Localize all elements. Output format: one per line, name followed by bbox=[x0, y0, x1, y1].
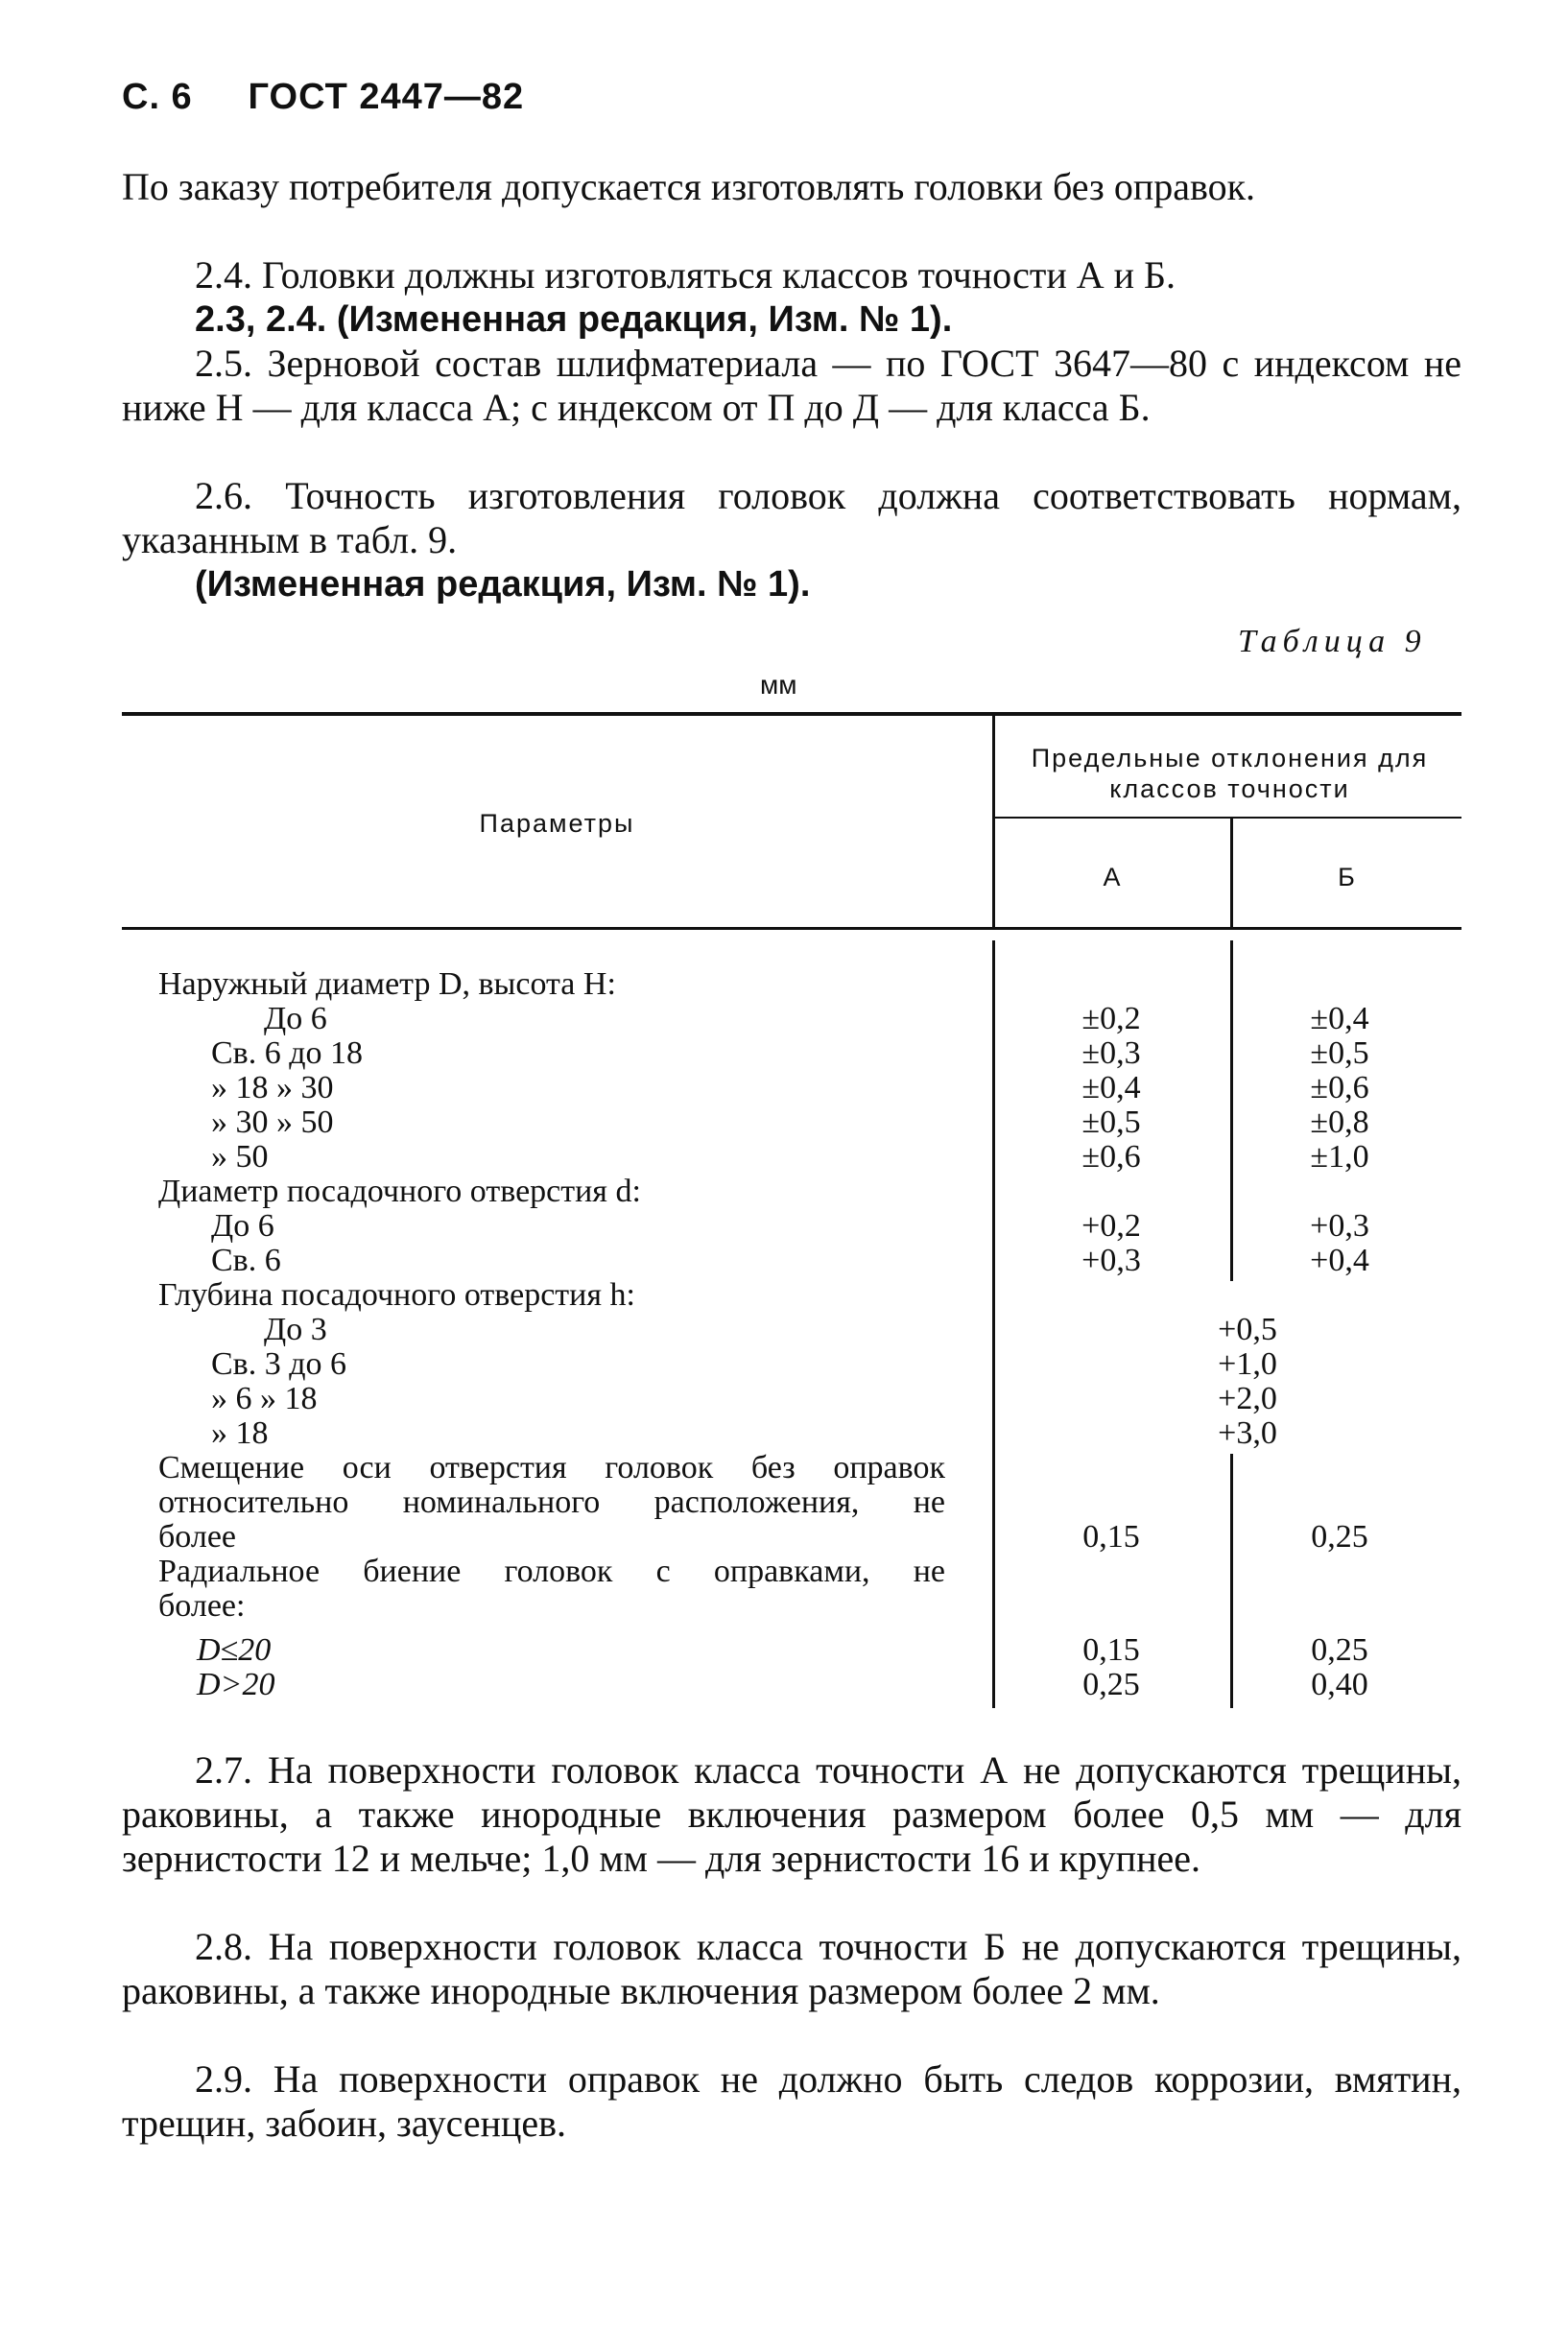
table-top-rule bbox=[122, 712, 1461, 716]
page-number: С. 6 bbox=[122, 77, 193, 117]
table-vline-ab-bottom bbox=[1230, 1454, 1233, 1708]
table-unit: мм bbox=[760, 670, 797, 700]
standard-number: ГОСТ 2447—82 bbox=[248, 77, 525, 117]
table-row-label: » 30 » 50 bbox=[211, 1105, 334, 1140]
table-row-label: более: bbox=[158, 1588, 246, 1624]
table-cell-ab: +0,5 bbox=[1218, 1312, 1277, 1347]
table-vline-ab-top bbox=[1230, 940, 1233, 1281]
table-col-group: Предельные отклонения для классов точности bbox=[1031, 744, 1429, 803]
table-cell-a: ±0,4 bbox=[1081, 1070, 1141, 1105]
table-cell-a: 0,15 bbox=[1082, 1519, 1140, 1555]
table-row-label: До 6 bbox=[211, 1208, 274, 1244]
paragraph-2-8: 2.8. На поверхности головок класса точности Б не допускаются трещины, раковины, а также инородные включения размером более 2 мм. bbox=[122, 1925, 1461, 2012]
table-row-label: » 6 » 18 bbox=[211, 1381, 318, 1416]
table-cell-a: ±0,3 bbox=[1081, 1035, 1141, 1071]
table-row-label: D>20 bbox=[197, 1667, 275, 1702]
paragraph-2-9: 2.9. На поверхности оправок не должно быть следов коррозии, вмятин, трещин, забоин, заусенцев. bbox=[122, 2057, 1461, 2145]
table-col-b: Б bbox=[1338, 863, 1357, 891]
table-row-label: Наружный диаметр D, высота Н: bbox=[158, 966, 616, 1002]
table-row-label: Св. 3 до 6 bbox=[211, 1346, 347, 1382]
table-cell-a: ±0,6 bbox=[1081, 1139, 1141, 1175]
table-group-rule bbox=[994, 817, 1461, 819]
paragraph-2-7: 2.7. На поверхности головок класса точности А не допускаются трещины, раковины, а также инородные включения размером более 0,5 мм — для зернистости 12 и мельче; 1,0 мм — для зернистости 16 и крупнее. bbox=[122, 1748, 1461, 1880]
table-cell-b: 0,25 bbox=[1311, 1632, 1368, 1668]
table-cell-b: ±0,6 bbox=[1310, 1070, 1369, 1105]
table-row-label: » 50 bbox=[211, 1139, 269, 1175]
table-cell-a: ±0,5 bbox=[1081, 1105, 1141, 1140]
table-vline-params bbox=[992, 716, 995, 927]
table-row-label: более bbox=[158, 1519, 236, 1555]
paragraph-2-4: 2.4. Головки должны изготовляться классов точности А и Б. bbox=[195, 253, 1176, 297]
table-row-label: До 6 bbox=[264, 1001, 327, 1036]
table-row-label: D≤20 bbox=[197, 1632, 272, 1668]
table-cell-b: +0,4 bbox=[1310, 1243, 1369, 1278]
table-cell-ab: +2,0 bbox=[1218, 1381, 1277, 1416]
table-cell-ab: +3,0 bbox=[1218, 1415, 1277, 1451]
table-caption: Таблица 9 bbox=[1238, 624, 1427, 659]
paragraph-2-5: 2.5. Зерновой состав шлифматериала — по ГОСТ 3647—80 с индексом не ниже Н — для класса А; с индексом от П до Д — для класса Б. bbox=[122, 342, 1461, 429]
page-header bbox=[122, 77, 524, 118]
paragraph-intro-0: По заказу потребителя допускается изготовлять головки без оправок. bbox=[122, 165, 1256, 208]
paragraph-2-6: 2.6. Точность изготовления головок должна соответствовать нормам, указанным в табл. 9. bbox=[122, 474, 1461, 561]
table-header-rule bbox=[122, 927, 1461, 930]
table-row-label: » 18 » 30 bbox=[211, 1070, 334, 1105]
table-col-params: Параметры bbox=[479, 809, 635, 838]
table-cell-b: 0,40 bbox=[1311, 1667, 1368, 1702]
table-cell-b: ±0,8 bbox=[1310, 1105, 1369, 1140]
table-cell-b: 0,25 bbox=[1311, 1519, 1368, 1555]
table-col-a: А bbox=[1103, 863, 1123, 891]
table-cell-a: ±0,2 bbox=[1081, 1001, 1141, 1036]
table-row-label: » 18 bbox=[211, 1415, 269, 1451]
table-vline-body bbox=[992, 940, 995, 1708]
amendment-note-2-3-2-4: 2.3, 2.4. (Измененная редакция, Изм. № 1). bbox=[195, 299, 953, 340]
table-cell-a: +0,2 bbox=[1081, 1208, 1141, 1244]
table-row-label: относительно номинального расположения, не bbox=[158, 1485, 945, 1520]
table-cell-b: ±0,5 bbox=[1310, 1035, 1369, 1071]
table-cell-a: 0,15 bbox=[1082, 1632, 1140, 1668]
table-row-label: До 3 bbox=[264, 1312, 327, 1347]
table-row-label: Смещение оси отверстия головок без оправок bbox=[158, 1451, 945, 1485]
table-cell-a: +0,3 bbox=[1081, 1243, 1141, 1278]
table-cell-b: ±1,0 bbox=[1310, 1139, 1369, 1175]
table-cell-ab: +1,0 bbox=[1218, 1346, 1277, 1382]
table-cell-b: +0,3 bbox=[1310, 1208, 1369, 1244]
table-row-label: Диаметр посадочного отверстия d: bbox=[158, 1174, 641, 1209]
table-row-label: Св. 6 до 18 bbox=[211, 1035, 364, 1071]
table-row-label: Радиальное биение головок с оправками, не bbox=[158, 1555, 945, 1589]
amendment-note-2-6: (Измененная редакция, Изм. № 1). bbox=[195, 564, 811, 605]
table-row-label: Глубина посадочного отверстия h: bbox=[158, 1277, 635, 1313]
table-row-label: Св. 6 bbox=[211, 1243, 281, 1278]
table-cell-b: ±0,4 bbox=[1310, 1001, 1369, 1036]
table-cell-a: 0,25 bbox=[1082, 1667, 1140, 1702]
